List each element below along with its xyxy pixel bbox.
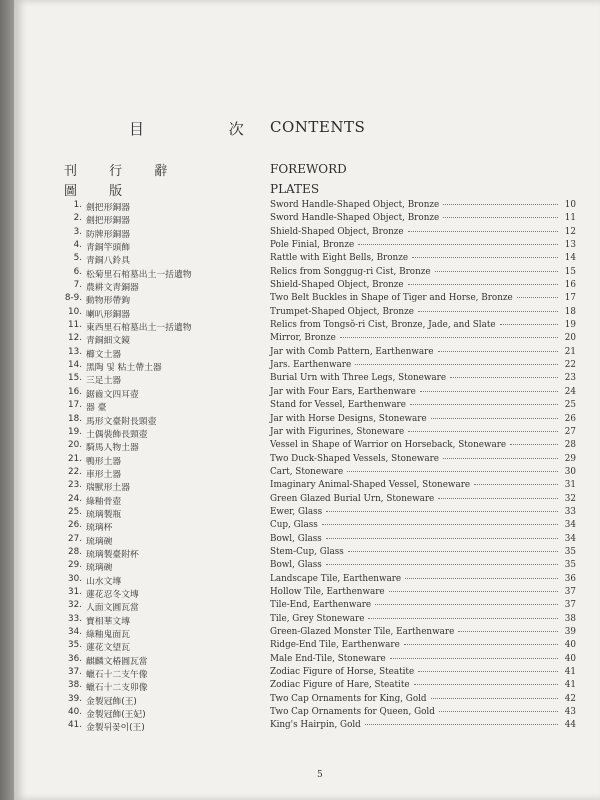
entry-line-en [270, 667, 576, 677]
entry-line-en [270, 640, 576, 650]
plates-heading-ko: 圖 版 [64, 184, 137, 199]
list-item [14, 387, 600, 400]
list-item [14, 574, 600, 587]
entry-number: 41. [68, 720, 82, 731]
entry-title-en: Tile-End, Earthenware [270, 600, 372, 611]
entry-page: 41 [564, 680, 576, 691]
entry-line-en [270, 400, 576, 410]
entry-number: 26. [68, 520, 82, 531]
entry-page: 10 [564, 200, 576, 210]
dot-leader [326, 538, 558, 539]
dot-leader [443, 204, 558, 205]
entry-line-en [270, 600, 576, 610]
entry-number: 21. [68, 453, 82, 464]
entry-page: 31 [564, 480, 576, 491]
entry-number: 39. [68, 693, 82, 704]
entry-number: 15. [68, 373, 82, 384]
entry-page: 30 [564, 466, 576, 477]
entry-title-ko: 金製冠飾(王) [86, 696, 137, 707]
entry-line-en [270, 560, 576, 570]
list-item [14, 600, 600, 613]
entry-title-ko: 喇叭形銅器 [86, 309, 130, 320]
list-item [14, 480, 600, 493]
entry-page: 11 [564, 213, 576, 224]
entry-title-ko: 琉璃杯 [86, 523, 113, 534]
entry-title-ko: 金製뒤꽂이(王) [86, 723, 145, 734]
dot-leader [375, 604, 558, 605]
entry-title-en: Landscape Tile, Earthenware [270, 573, 402, 584]
entry-line-en [270, 333, 576, 343]
entry-number: 6. [73, 266, 82, 277]
entry-title-en: Ridge-End Tile, Earthenware [270, 640, 400, 651]
entry-number: 37. [68, 667, 82, 678]
entry-title-ko: 琉璃碗 [86, 563, 113, 574]
entry-number: 2. [73, 213, 82, 224]
dot-leader [326, 511, 558, 512]
entry-number: 27. [68, 533, 82, 544]
entry-number: 4. [73, 240, 82, 251]
entry-page: 19 [564, 320, 576, 331]
list-item [14, 534, 600, 547]
dot-leader [439, 711, 558, 712]
entry-page: 18 [564, 306, 576, 317]
dot-leader [358, 244, 558, 245]
entry-page: 27 [564, 426, 576, 437]
list-item [14, 227, 600, 240]
list-item [14, 307, 600, 320]
entry-number: 13. [68, 346, 82, 357]
dot-leader [435, 271, 558, 272]
entry-title-en: Bowl, Glass [270, 560, 322, 571]
dot-leader [348, 551, 558, 552]
entry-title-en: Green Glazed Burial Urn, Stoneware [270, 493, 435, 504]
entry-line-en [270, 627, 576, 637]
dot-leader [500, 324, 558, 325]
entry-page: 35 [564, 560, 576, 571]
entry-title-ko: 瑞獸形土器 [86, 483, 130, 494]
entry-page: 34 [564, 533, 576, 544]
entry-number: 5. [73, 253, 82, 264]
entry-title-ko: 東西里石棺墓出土一括遺物 [86, 323, 192, 334]
entry-line-en [270, 547, 576, 557]
dot-leader [474, 484, 558, 485]
entry-title-en: Zodiac Figure of Horse, Steatite [270, 667, 415, 678]
entry-title-ko: 松菊里石棺墓出土一括遺物 [86, 269, 192, 280]
entry-title-en: Pole Finial, Bronze [270, 240, 355, 251]
entry-title-ko: 寶相華文塼 [86, 616, 130, 627]
entry-line-en [270, 227, 576, 237]
entry-number: 35. [68, 640, 82, 651]
entry-line-en [270, 480, 576, 490]
entry-title-en: Vessel in Shape of Warrior on Horseback, Stoneware [270, 440, 507, 451]
entry-title-ko: 防牌形銅器 [86, 229, 130, 240]
entry-line-en [270, 520, 576, 530]
entry-line-en [270, 507, 576, 517]
book-binding-edge [0, 0, 14, 800]
dot-leader [408, 431, 558, 432]
foreword-heading-en: FOREWORD [270, 162, 347, 176]
entry-number: 38. [68, 680, 82, 691]
dot-leader [517, 297, 558, 298]
entry-page: 28 [564, 440, 576, 451]
entry-title-ko: 山水文塼 [86, 576, 122, 587]
entry-title-ko: 劍把形銅器 [86, 203, 130, 213]
entry-title-ko: 麒麟文椿圓瓦當 [86, 656, 148, 667]
entry-line-en [270, 427, 576, 437]
list-item [14, 440, 600, 453]
entry-title-ko: 琉璃製瓶 [86, 509, 122, 520]
entry-line-en [270, 280, 576, 290]
entry-title-ko: 動物形帶鉤 [86, 296, 130, 307]
entry-number: 33. [68, 613, 82, 624]
entry-line-en [270, 200, 576, 210]
entry-number: 29. [68, 560, 82, 571]
dot-leader [390, 658, 558, 659]
list-item [14, 707, 600, 720]
entry-title-en: Cup, Glass [270, 520, 318, 531]
entry-line-en [270, 494, 576, 504]
entry-title-en: Stand for Vessel, Earthenware [270, 400, 406, 411]
dot-leader [414, 684, 558, 685]
entry-title-ko: 琉璃碗 [86, 536, 113, 547]
list-item [14, 627, 600, 640]
entry-page: 36 [564, 573, 576, 584]
entry-title-ko: 綠釉鬼面瓦 [86, 630, 130, 640]
entry-title-ko: 三足土器 [86, 376, 122, 387]
dot-leader [438, 351, 558, 352]
entry-page: 39 [564, 627, 576, 637]
entry-title-en: Sword Handle-Shaped Object, Bronze [270, 213, 440, 224]
entry-page: 38 [564, 613, 576, 624]
entry-title-en: Green-Glazed Monster Tile, Earthenware [270, 627, 455, 637]
entry-number: 25. [68, 506, 82, 517]
dot-leader [347, 471, 558, 472]
entry-title-ko: 靑銅八鈴具 [86, 256, 130, 267]
dot-leader [340, 337, 558, 338]
list-item [14, 267, 600, 280]
entry-line-en [270, 307, 576, 317]
dot-leader [458, 631, 558, 632]
entry-line-en [270, 587, 576, 597]
list-item [14, 694, 600, 707]
list-item [14, 494, 600, 507]
entry-page: 13 [564, 240, 576, 251]
dot-leader [365, 724, 558, 725]
document-page [14, 0, 600, 800]
entry-page: 37 [564, 600, 576, 611]
entry-number: 36. [68, 653, 82, 664]
list-item [14, 614, 600, 627]
entry-page: 26 [564, 413, 576, 424]
list-item [14, 213, 600, 226]
entry-page: 25 [564, 400, 576, 411]
entry-title-ko: 綠釉骨壺 [86, 496, 122, 507]
entry-title-en: Relics from Songgug-ri Cist, Bronze [270, 266, 431, 277]
dot-leader [418, 671, 558, 672]
dot-leader [322, 524, 558, 525]
entry-line-en [270, 267, 576, 277]
entry-page: 29 [564, 453, 576, 464]
dot-leader [431, 418, 558, 419]
entry-line-en [270, 440, 576, 450]
entry-number: 11. [68, 320, 82, 331]
entry-title-ko: 器 臺 [86, 403, 107, 414]
entry-title-en: Rattle with Eight Bells, Bronze [270, 253, 409, 264]
entry-title-en: Relics from Tongsŏ-ri Cist, Bronze, Jade, and Slate [270, 320, 496, 331]
entry-number: 18. [68, 413, 82, 424]
entry-page: 43 [564, 707, 576, 718]
entry-page: 16 [564, 280, 576, 291]
entry-title-ko: 蓮花文望瓦 [86, 643, 130, 654]
dot-leader [326, 564, 558, 565]
dot-leader [412, 257, 558, 258]
entry-title-en: Hollow Tile, Earthenware [270, 586, 385, 597]
entry-number: 32. [68, 600, 82, 611]
list-item [14, 320, 600, 333]
entry-title-ko: 金製冠飾(王妃) [86, 710, 146, 721]
dot-leader [408, 284, 558, 285]
dot-leader [405, 578, 558, 579]
dot-leader [410, 404, 558, 405]
entry-page: 35 [564, 546, 576, 557]
list-item [14, 280, 600, 293]
entry-line-en [270, 347, 576, 357]
plates-heading-en: PLATES [270, 182, 320, 196]
entry-page: 32 [564, 493, 576, 504]
entry-line-en [270, 694, 576, 704]
entry-number: 19. [68, 426, 82, 437]
entry-page: 40 [564, 640, 576, 651]
entry-title-ko: 蠟石十二支午像 [86, 670, 148, 681]
list-item [14, 200, 600, 213]
entry-title-en: Imaginary Animal-Shaped Vessel, Stoneware [270, 480, 471, 491]
entry-title-en: Two Duck-Shaped Vessels, Stoneware [270, 453, 439, 464]
entry-title-en: Two Cap Ornaments for Queen, Gold [270, 707, 435, 718]
entry-page: 20 [564, 333, 576, 344]
entry-title-en: Trumpet-Shaped Object, Bronze [270, 306, 414, 317]
entry-page: 21 [564, 346, 576, 357]
entry-title-en: Jar with Comb Pattern, Earthenware [270, 346, 434, 357]
entry-page: 34 [564, 520, 576, 531]
entry-title-ko: 騎馬人物土器 [86, 443, 139, 454]
entry-number: 28. [68, 546, 82, 557]
entry-line-en [270, 680, 576, 690]
entry-number: 24. [68, 493, 82, 504]
entry-page: 37 [564, 586, 576, 597]
entry-page: 15 [564, 266, 576, 277]
entry-number: 3. [73, 226, 82, 237]
entry-title-en: Jar with Four Ears, Earthenware [270, 386, 416, 397]
page-number: 5 [317, 770, 323, 780]
entry-line-en [270, 534, 576, 544]
entry-number: 8-9. [64, 293, 82, 304]
dot-leader [443, 458, 558, 459]
entry-line-en [270, 574, 576, 584]
list-item [14, 667, 600, 680]
list-item [14, 680, 600, 693]
entry-title-en: Two Belt Buckles in Shape of Tiger and Horse, Bronze [270, 293, 513, 304]
entry-title-ko: 靑銅竿頭飾 [86, 243, 130, 254]
entry-line-en [270, 414, 576, 424]
entry-number: 17. [68, 400, 82, 411]
list-item [14, 360, 600, 373]
list-item [14, 253, 600, 266]
dot-leader [431, 698, 558, 699]
entry-line-en [270, 253, 576, 263]
entry-page: 23 [564, 373, 576, 384]
list-item [14, 240, 600, 253]
entry-title-en: Jar with Horse Designs, Stoneware [270, 413, 427, 424]
entry-title-ko: 櫛文土器 [86, 349, 122, 360]
dot-leader [450, 377, 558, 378]
entry-title-ko: 鴨形土器 [86, 456, 122, 467]
entry-number: 20. [68, 440, 82, 451]
entry-title-en: Mirror, Bronze [270, 333, 336, 344]
entry-title-en: Burial Urn with Three Legs, Stoneware [270, 373, 447, 384]
entry-title-en: Jar with Figurines, Stoneware [270, 426, 405, 437]
dot-leader [368, 618, 558, 619]
entry-line-en [270, 240, 576, 250]
dot-leader [404, 644, 558, 645]
entry-line-en [270, 213, 576, 223]
entry-line-en [270, 387, 576, 397]
entry-title-en: Shield-Shaped Object, Bronze [270, 280, 404, 291]
contents-title-ko: 目 次 [129, 120, 284, 138]
dot-leader [420, 391, 558, 392]
entry-title-ko: 琉璃製臺附杯 [86, 549, 139, 560]
entry-page: 33 [564, 506, 576, 517]
entry-page: 44 [564, 720, 576, 731]
entry-number: 7. [73, 280, 82, 291]
entry-line-en [270, 720, 576, 730]
entry-number: 10. [68, 306, 82, 317]
entry-title-ko: 農耕文靑銅器 [86, 283, 139, 294]
entry-number: 1. [73, 200, 82, 210]
entry-title-en: Tile, Grey Stoneware [270, 613, 365, 624]
entry-number: 16. [68, 386, 82, 397]
list-item [14, 640, 600, 653]
entry-title-en: Cart, Stoneware [270, 466, 344, 477]
entry-title-ko: 靑銅細文鏡 [86, 336, 130, 347]
entry-title-en: Jars. Earthenware [270, 360, 352, 371]
entry-number: 40. [68, 707, 82, 718]
entry-page: 12 [564, 226, 576, 237]
list-item [14, 547, 600, 560]
entry-number: 31. [68, 586, 82, 597]
list-item [14, 560, 600, 573]
entry-line-en [270, 320, 576, 330]
list-item [14, 520, 600, 533]
entry-title-ko: 蠟石十二支卯像 [86, 683, 148, 694]
entry-title-ko: 馬形文臺附長頸壺 [86, 416, 157, 427]
list-item [14, 347, 600, 360]
entry-line-en [270, 654, 576, 664]
list-item [14, 400, 600, 413]
entry-line-en [270, 373, 576, 383]
list-item [14, 454, 600, 467]
contents-title-en: CONTENTS [270, 118, 366, 136]
list-item [14, 507, 600, 520]
list-item [14, 373, 600, 386]
list-item [14, 414, 600, 427]
entry-title-ko: 鋸齒文四耳壺 [86, 389, 139, 400]
entry-title-en: Sword Handle-Shaped Object, Bronze [270, 200, 440, 210]
entry-title-ko: 土偶裝飾長頸壺 [86, 429, 148, 440]
entry-number: 12. [68, 333, 82, 344]
entry-title-en: Ewer, Glass [270, 506, 323, 517]
entry-title-en: Shield-Shaped Object, Bronze [270, 226, 404, 237]
list-item [14, 720, 600, 733]
entry-line-en [270, 454, 576, 464]
entry-title-ko: 黑陶 및 粘土帶土器 [86, 363, 162, 374]
entry-line-en [270, 293, 576, 303]
dot-leader [355, 364, 558, 365]
entry-title-en: Stem-Cup, Glass [270, 546, 344, 557]
entry-page: 42 [564, 693, 576, 704]
foreword-heading-ko: 刊 行 辭 [64, 164, 182, 179]
entry-line-en [270, 467, 576, 477]
entry-number: 22. [68, 466, 82, 477]
entry-number: 30. [68, 573, 82, 584]
entry-title-en: Zodiac Figure of Hare, Steatite [270, 680, 410, 691]
dot-leader [443, 217, 558, 218]
entry-title-ko: 蓮花忍冬文塼 [86, 589, 139, 600]
list-item [14, 587, 600, 600]
entry-title-en: Male End-Tile, Stoneware [270, 653, 386, 664]
list-item [14, 467, 600, 480]
entry-title-ko: 劍把形銅器 [86, 216, 130, 227]
entry-number: 14. [68, 360, 82, 371]
plates-list [14, 200, 600, 734]
entry-title-ko: 車形土器 [86, 469, 122, 480]
entry-title-en: Bowl, Glass [270, 533, 322, 544]
entry-title-en: Two Cap Ornaments for King, Gold [270, 693, 427, 704]
entry-title-ko: 人面文圓瓦當 [86, 603, 139, 614]
list-item [14, 333, 600, 346]
dot-leader [408, 231, 558, 232]
entry-line-en [270, 360, 576, 370]
entry-page: 40 [564, 653, 576, 664]
entry-line-en [270, 614, 576, 624]
entry-number: 34. [68, 627, 82, 637]
dot-leader [418, 311, 558, 312]
entry-title-en: King's Hairpin, Gold [270, 720, 361, 731]
entry-page: 14 [564, 253, 576, 264]
entry-line-en [270, 707, 576, 717]
list-item [14, 654, 600, 667]
entry-page: 41 [564, 667, 576, 678]
entry-page: 24 [564, 386, 576, 397]
dot-leader [438, 498, 558, 499]
entry-number: 23. [68, 480, 82, 491]
entry-page: 17 [564, 293, 576, 304]
list-item [14, 427, 600, 440]
list-item [14, 293, 600, 306]
dot-leader [389, 591, 558, 592]
dot-leader [510, 444, 558, 445]
entry-page: 22 [564, 360, 576, 371]
